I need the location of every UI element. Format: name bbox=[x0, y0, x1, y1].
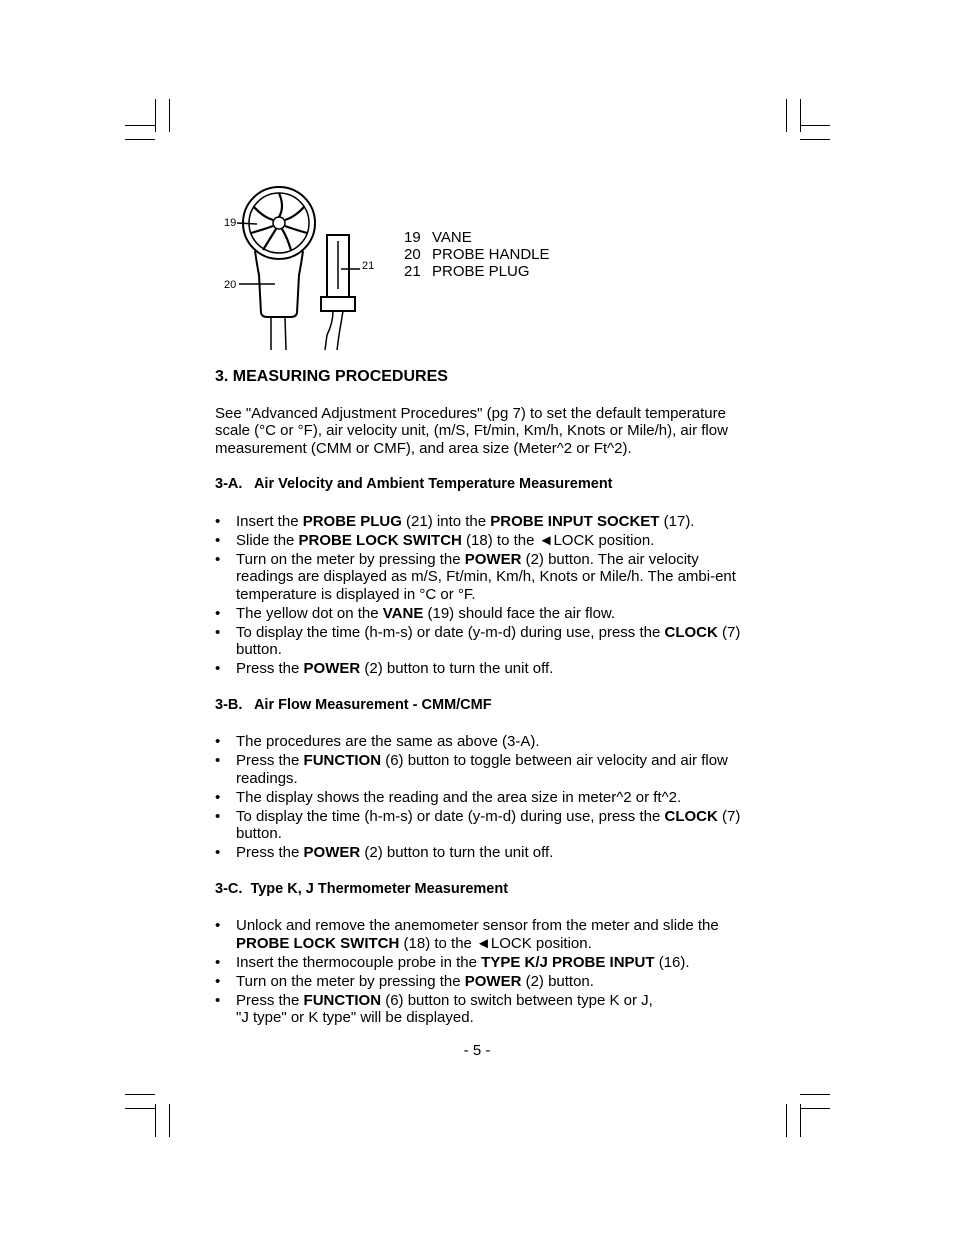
vane-blades bbox=[251, 193, 307, 250]
crop-mark bbox=[800, 1108, 830, 1109]
crop-mark bbox=[155, 1104, 156, 1137]
bullet-list bbox=[215, 513, 755, 678]
section-title: 3. MEASURING PROCEDURES bbox=[215, 368, 448, 385]
subsection-3b bbox=[215, 697, 755, 862]
crop-mark bbox=[786, 99, 787, 132]
crop-mark bbox=[125, 1094, 155, 1095]
intro-paragraph: See "Advanced Adjustment Procedures" (pg 7) to set the default temperature scale (°C or °F), air velocity unit, (m/S, Ft/min, Km/h, Knots or Mile/h), air flow measurement (CMM or CMF), and area size (Meter^2 or Ft^2). bbox=[215, 404, 728, 457]
probe-cable bbox=[271, 317, 286, 350]
vane-hub bbox=[273, 217, 285, 229]
crop-mark bbox=[800, 125, 830, 126]
callout-20: 20 bbox=[224, 279, 237, 291]
list-item: • Turn on the meter by pressing the POWER (2) button. The air velocity readings are displayed as m/S, Ft/min, Km/h, Knots or Mile/h. The ambi-ent temperature is displayed in °C or °F. bbox=[215, 551, 755, 604]
list-item: • To display the time (h-m-s) or date (y-m-d) during use, press the CLOCK (7) button. bbox=[215, 624, 755, 659]
crop-mark bbox=[169, 1104, 170, 1137]
subsection-3c bbox=[215, 881, 755, 1027]
list-item: • Slide the PROBE LOCK SWITCH (18) to the ◄LOCK position. bbox=[215, 532, 755, 550]
document-body bbox=[215, 368, 755, 1028]
page-number: - 5 - bbox=[463, 1042, 491, 1059]
legend-item: 21 PROBE PLUG bbox=[404, 263, 530, 280]
crop-mark bbox=[125, 139, 155, 140]
subsection-title: 3-B. Air Flow Measurement - CMM/CMF bbox=[215, 696, 492, 713]
list-item: • Press the FUNCTION (6) button to toggle between air velocity and air flow readings. bbox=[215, 752, 755, 787]
list-item: • Unlock and remove the anemometer sensor from the meter and slide the PROBE LOCK SWITCH (18) to the ◄LOCK position. bbox=[215, 917, 755, 952]
list-item: • Turn on the meter by pressing the POWER (2) button. bbox=[215, 973, 755, 991]
crop-mark bbox=[125, 125, 155, 126]
vane-inner-ring bbox=[249, 193, 309, 253]
subsection-title: 3-A. Air Velocity and Ambient Temperature Measurement bbox=[215, 476, 613, 492]
figure-legend bbox=[404, 229, 550, 280]
bullet-list bbox=[215, 917, 755, 1027]
list-item: • Press the POWER (2) button to turn the unit off. bbox=[215, 844, 755, 862]
crop-mark bbox=[800, 139, 830, 140]
list-item: • Insert the thermocouple probe in the TYPE K/J PROBE INPUT (16). bbox=[215, 954, 755, 972]
list-item: • The procedures are the same as above (3-A). bbox=[215, 733, 755, 751]
crop-mark bbox=[800, 1104, 801, 1137]
vane-ring bbox=[243, 187, 315, 259]
crop-mark bbox=[169, 99, 170, 132]
legend-item: 19 VANE bbox=[404, 229, 472, 246]
list-item: • Press the POWER (2) button to turn the unit off. bbox=[215, 660, 755, 678]
list-item: • The yellow dot on the VANE (19) should face the air flow. bbox=[215, 605, 755, 623]
vane-probe-illustration bbox=[215, 185, 395, 350]
list-item: • Press the FUNCTION (6) button to switch between type K or J, "J type" or K type" will be displayed. bbox=[215, 992, 755, 1027]
leader-line-19 bbox=[237, 223, 257, 224]
subsection-title: 3-C. Type K, J Thermometer Measurement bbox=[215, 880, 509, 897]
crop-mark bbox=[155, 99, 156, 132]
callout-21: 21 bbox=[362, 260, 375, 272]
list-item: • To display the time (h-m-s) or date (y-m-d) during use, press the CLOCK (7) button. bbox=[215, 808, 755, 843]
list-item: • The display shows the reading and the area size in meter^2 or ft^2. bbox=[215, 789, 755, 807]
subsection-3a bbox=[215, 476, 755, 678]
crop-mark bbox=[800, 99, 801, 132]
bullet-list bbox=[215, 733, 755, 862]
crop-mark bbox=[786, 1104, 787, 1137]
crop-mark bbox=[800, 1094, 830, 1095]
callout-19: 19 bbox=[224, 217, 237, 229]
crop-mark bbox=[125, 1108, 155, 1109]
legend-item: 20 PROBE HANDLE bbox=[404, 246, 550, 263]
list-item: • Insert the PROBE PLUG (21) into the PROBE INPUT SOCKET (17). bbox=[215, 513, 755, 531]
